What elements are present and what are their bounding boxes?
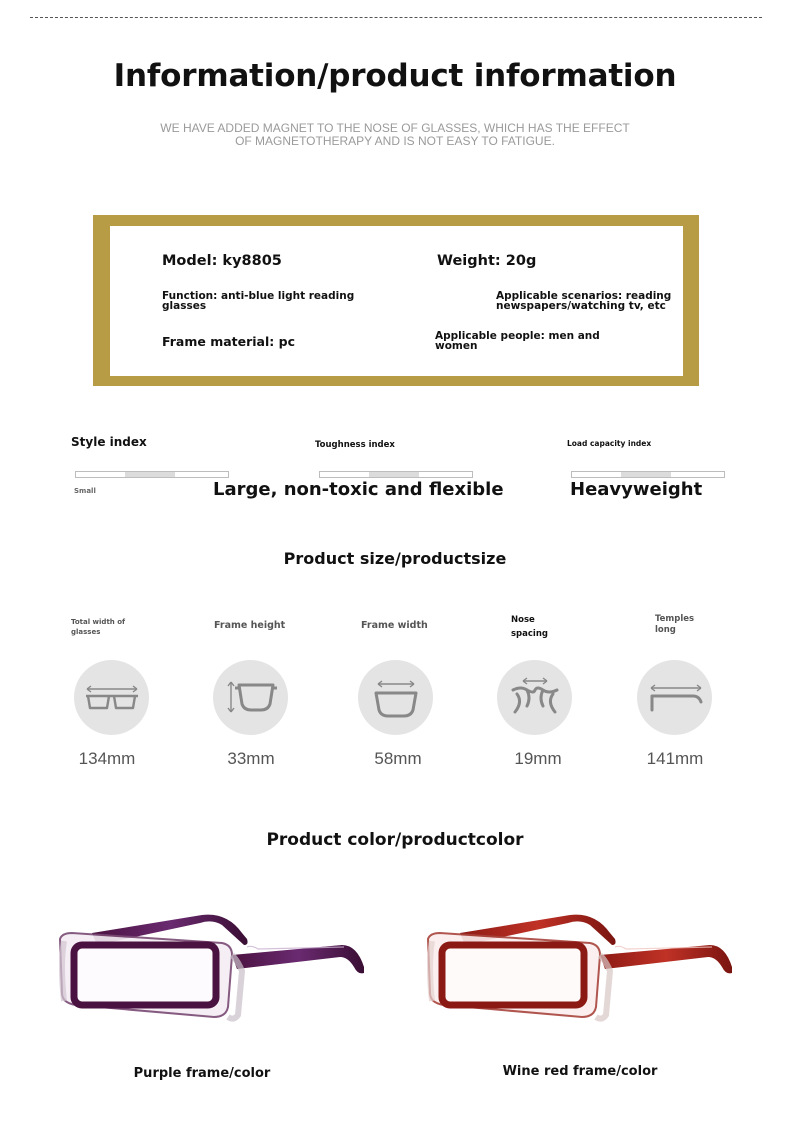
style-index-value: Large, non-toxic and flexible [213, 479, 504, 500]
load-capacity-index-scale [571, 471, 725, 478]
size-label-total-width-line1: Total width of [71, 618, 126, 626]
spec-function [162, 291, 354, 311]
style-index-fill [125, 472, 175, 477]
size-value-total-width: 134mm [78, 749, 136, 768]
size-value-frame-height: 33mm [227, 749, 275, 768]
style-index-label: Style index [71, 435, 147, 449]
spec-people-line1: Applicable people: men and [435, 330, 600, 342]
spec-people-line2: women [435, 340, 478, 352]
wine-red-color-caption: Wine red frame/color [502, 1064, 658, 1079]
style-index-scale [75, 471, 229, 478]
nose-spacing-icon [497, 660, 572, 735]
size-section-title: Product size/productsize [283, 549, 507, 568]
top-dashed-divider [30, 17, 762, 18]
spec-scenarios-line1: Applicable scenarios: reading [496, 290, 672, 302]
page-subtitle: WE HAVE ADDED MAGNET TO THE NOSE OF GLASSES, WHICH HAS THE EFFECT OF MAGNETOTHERAPY AND IS NOT EASY TO FATIGUE. [160, 121, 630, 148]
size-label-frame-width-line1: Frame width [361, 620, 428, 631]
size-label-temples-line1: Temples [655, 614, 695, 624]
size-label-nose-spacing [511, 613, 548, 641]
size-label-frame-height [214, 620, 285, 632]
total-width-icon [74, 660, 149, 735]
frame-width-icon [358, 660, 433, 735]
spec-scenarios [496, 291, 671, 311]
load-capacity-index-value: Heavyweight [570, 479, 703, 500]
size-label-total-width [71, 617, 125, 637]
spec-frame-material: Frame material: pc [162, 334, 295, 349]
purple-glasses-image [52, 905, 372, 1035]
spec-model: Model: ky8805 [162, 253, 282, 269]
size-label-temples-line2: long [655, 625, 676, 635]
size-value-nose-spacing: 19mm [514, 749, 562, 768]
size-label-frame-height-line1: Frame height [214, 620, 286, 631]
size-label-nose-spacing-line1: Nose [511, 615, 535, 625]
toughness-index-label: Toughness index [315, 440, 395, 450]
size-value-frame-width: 58mm [374, 749, 422, 768]
size-label-temples [655, 614, 694, 636]
load-capacity-index-label: Load capacity index [567, 439, 652, 448]
page-title: Information/product information [113, 58, 677, 94]
size-label-total-width-line2: glasses [71, 628, 101, 636]
toughness-index-scale [319, 471, 473, 478]
spec-people [435, 331, 600, 351]
style-index-scale-min: Small [74, 487, 96, 495]
temple-length-icon [637, 660, 712, 735]
spec-scenarios-line2: newspapers/watching tv, etc [496, 300, 666, 312]
wine-red-glasses-image [420, 905, 740, 1035]
size-label-frame-width [361, 620, 428, 632]
size-label-nose-spacing-line2: spacing [511, 629, 548, 639]
load-capacity-index-fill [621, 472, 671, 477]
toughness-index-fill [369, 472, 419, 477]
spec-weight: Weight: 20g [437, 253, 537, 269]
size-value-temples: 141mm [646, 749, 704, 768]
color-section-title: Product color/productcolor [266, 830, 524, 850]
frame-height-icon [213, 660, 288, 735]
purple-color-caption: Purple frame/color [133, 1066, 271, 1081]
spec-function-line1: Function: anti-blue light reading [162, 290, 355, 302]
spec-function-line2: glasses [162, 300, 207, 312]
